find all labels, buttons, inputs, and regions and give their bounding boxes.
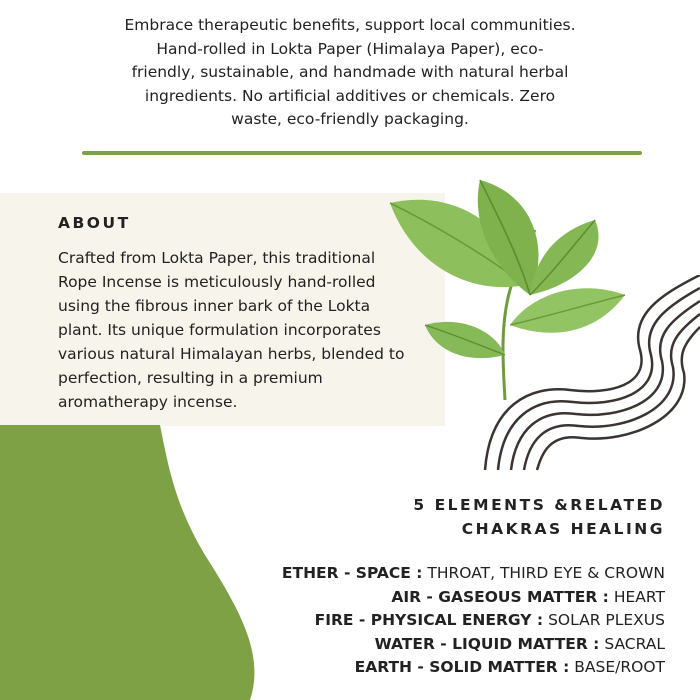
element-row [282, 609, 665, 633]
element-chakra: SACRAL [604, 634, 665, 653]
elements-heading-line: CHAKRAS HEALING [461, 520, 665, 538]
about-paragraph [58, 246, 428, 414]
element-row [282, 633, 665, 657]
intro-line: Hand-rolled in Lokta Paper (Himalaya Paper), eco- [156, 39, 544, 58]
green-divider [82, 151, 642, 155]
elements-list [282, 562, 665, 680]
intro-text [100, 14, 600, 132]
intro-line: friendly, sustainable, and handmade with natural herbal [131, 63, 569, 81]
elements-heading-line: 5 ELEMENTS &RELATED [413, 496, 665, 514]
element-row [282, 586, 665, 610]
element-name: FIRE - PHYSICAL ENERGY : [314, 611, 544, 629]
element-name: EARTH - SOLID MATTER : [354, 658, 570, 676]
element-name: ETHER - SPACE : [281, 564, 423, 582]
element-name: AIR - GASEOUS MATTER : [391, 587, 609, 606]
intro-line: ingredients. No artificial additives or chemicals. Zero [144, 86, 556, 105]
element-chakra: THROAT, THIRD EYE & CROWN [427, 564, 665, 582]
wavy-lines-decoration [470, 275, 700, 475]
elements-heading [413, 493, 665, 541]
about-line: Rope Incense is meticulously hand-rolled [58, 273, 376, 291]
intro-line: Embrace therapeutic benefits, support local communities. [124, 16, 576, 34]
element-chakra: SOLAR PLEXUS [548, 611, 665, 629]
about-line: perfection, resulting in a premium [58, 369, 323, 387]
element-chakra: HEART [613, 587, 665, 606]
about-line: plant. Its unique formulation incorporates [58, 321, 381, 339]
element-row [282, 562, 665, 586]
intro-line: waste, eco-friendly packaging. [231, 110, 469, 128]
element-chakra: BASE/ROOT [574, 658, 665, 676]
green-blob-shape [0, 425, 260, 700]
about-line: aromatherapy incense. [58, 393, 238, 411]
about-line: using the fibrous inner bark of the Lokta [58, 297, 371, 315]
element-row [282, 656, 665, 680]
about-heading: ABOUT [58, 214, 131, 232]
about-line: Crafted from Lokta Paper, this traditional [58, 249, 376, 267]
element-name: WATER - LIQUID MATTER : [374, 634, 600, 653]
about-line: various natural Himalayan herbs, blended to [58, 345, 405, 363]
